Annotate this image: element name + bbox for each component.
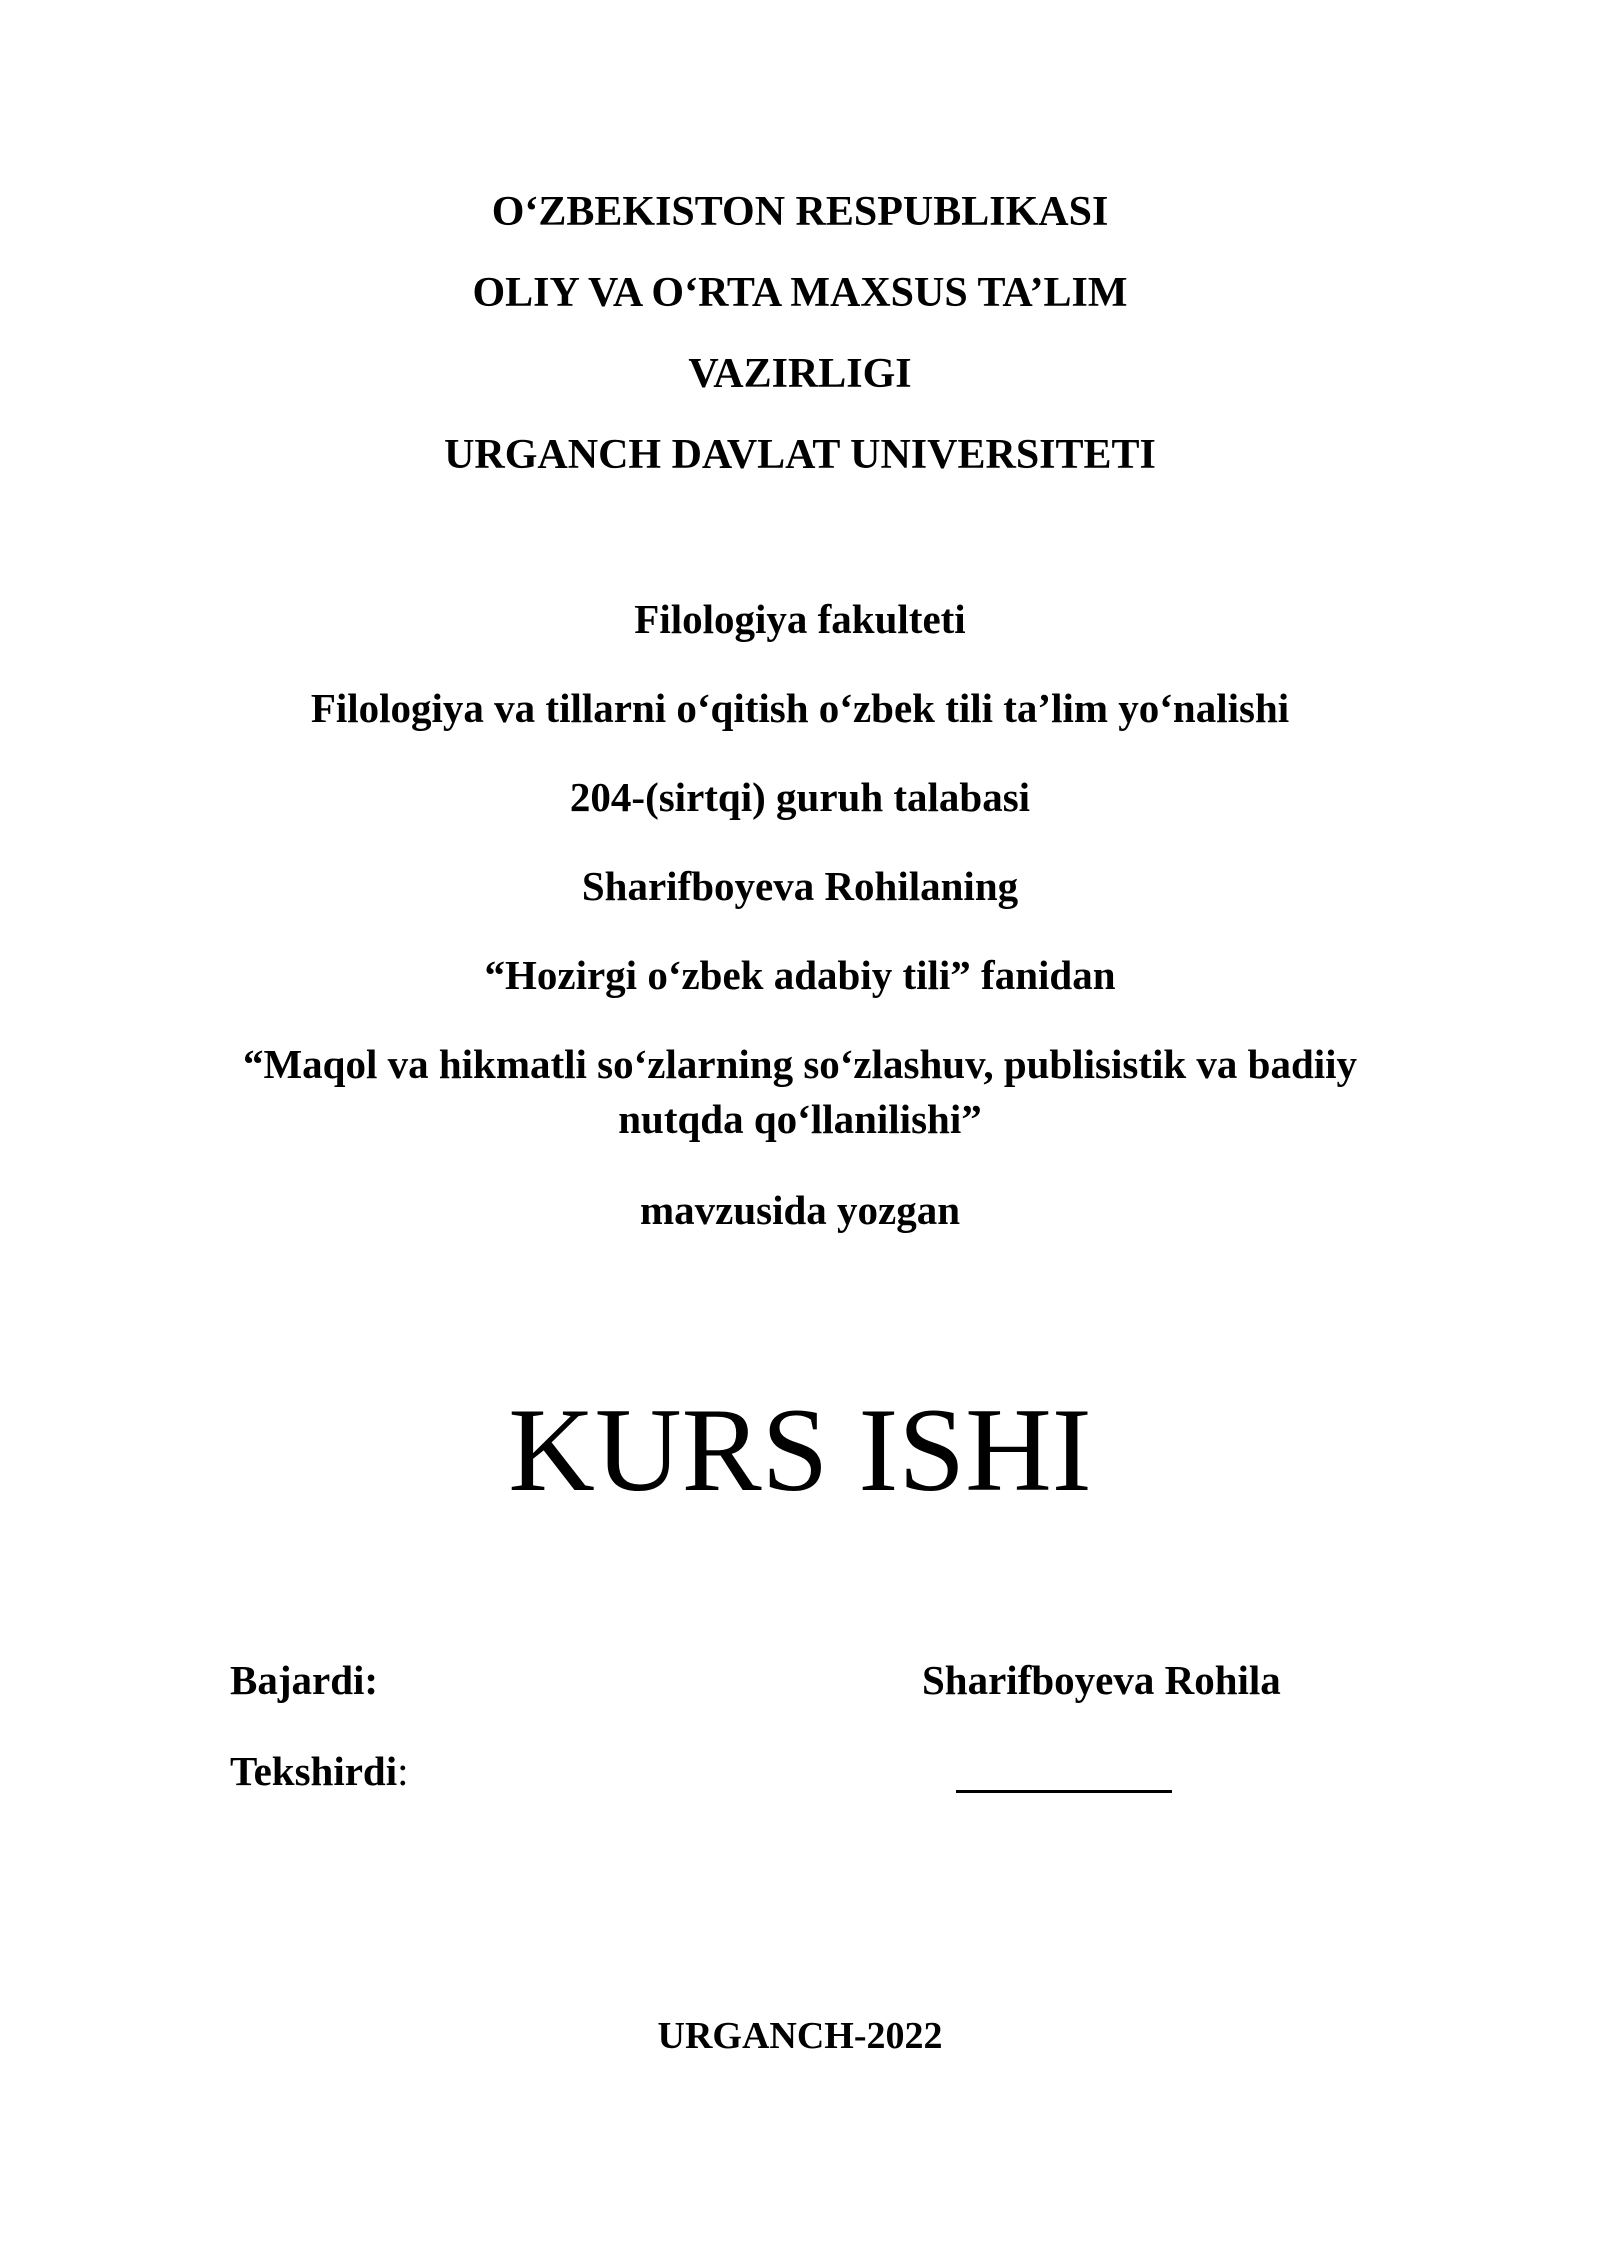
checked-signature-blank [956,1790,1172,1793]
checked-label: Tekshirdi [230,1748,398,1794]
header-country: O‘ZBEKISTON RESPUBLIKASI [491,189,1109,235]
checked-label-group [230,1747,409,1795]
header-ministry-cont: VAZIRLIGI [688,351,912,397]
topic-line-1: “Maqol va hikmatli so‘zlarning so‘zlashuv, publisistik va badiiy [242,1041,1358,1087]
student-name: Sharifboyeva Rohilaning [581,863,1019,909]
faculty: Filologiya fakulteti [634,596,966,642]
document-title: KURS ISHI [508,1383,1092,1516]
topic-line-2: nutqda qo‘llanilishi” [618,1096,982,1142]
header-ministry: OLIY VA O‘RTA MAXSUS TA’LIM [472,270,1128,316]
performed-value: Sharifboyeva Rohila [922,1657,1281,1703]
student-group: 204-(sirtqi) guruh talabasi [569,774,1031,820]
study-direction: Filologiya va tillarni o‘qitish o‘zbek tili ta’lim yo‘nalishi [310,685,1290,731]
subject: “Hozirgi o‘zbek adabiy tili” fanidan [484,952,1116,998]
header-university: URGANCH DAVLAT UNIVERSITETI [444,432,1156,478]
topic-suffix: mavzusida yozgan [639,1187,961,1233]
performed-label: Bajardi: [230,1657,379,1703]
footer-city-year: URGANCH-2022 [657,2015,943,2057]
checked-colon: : [397,1748,409,1794]
